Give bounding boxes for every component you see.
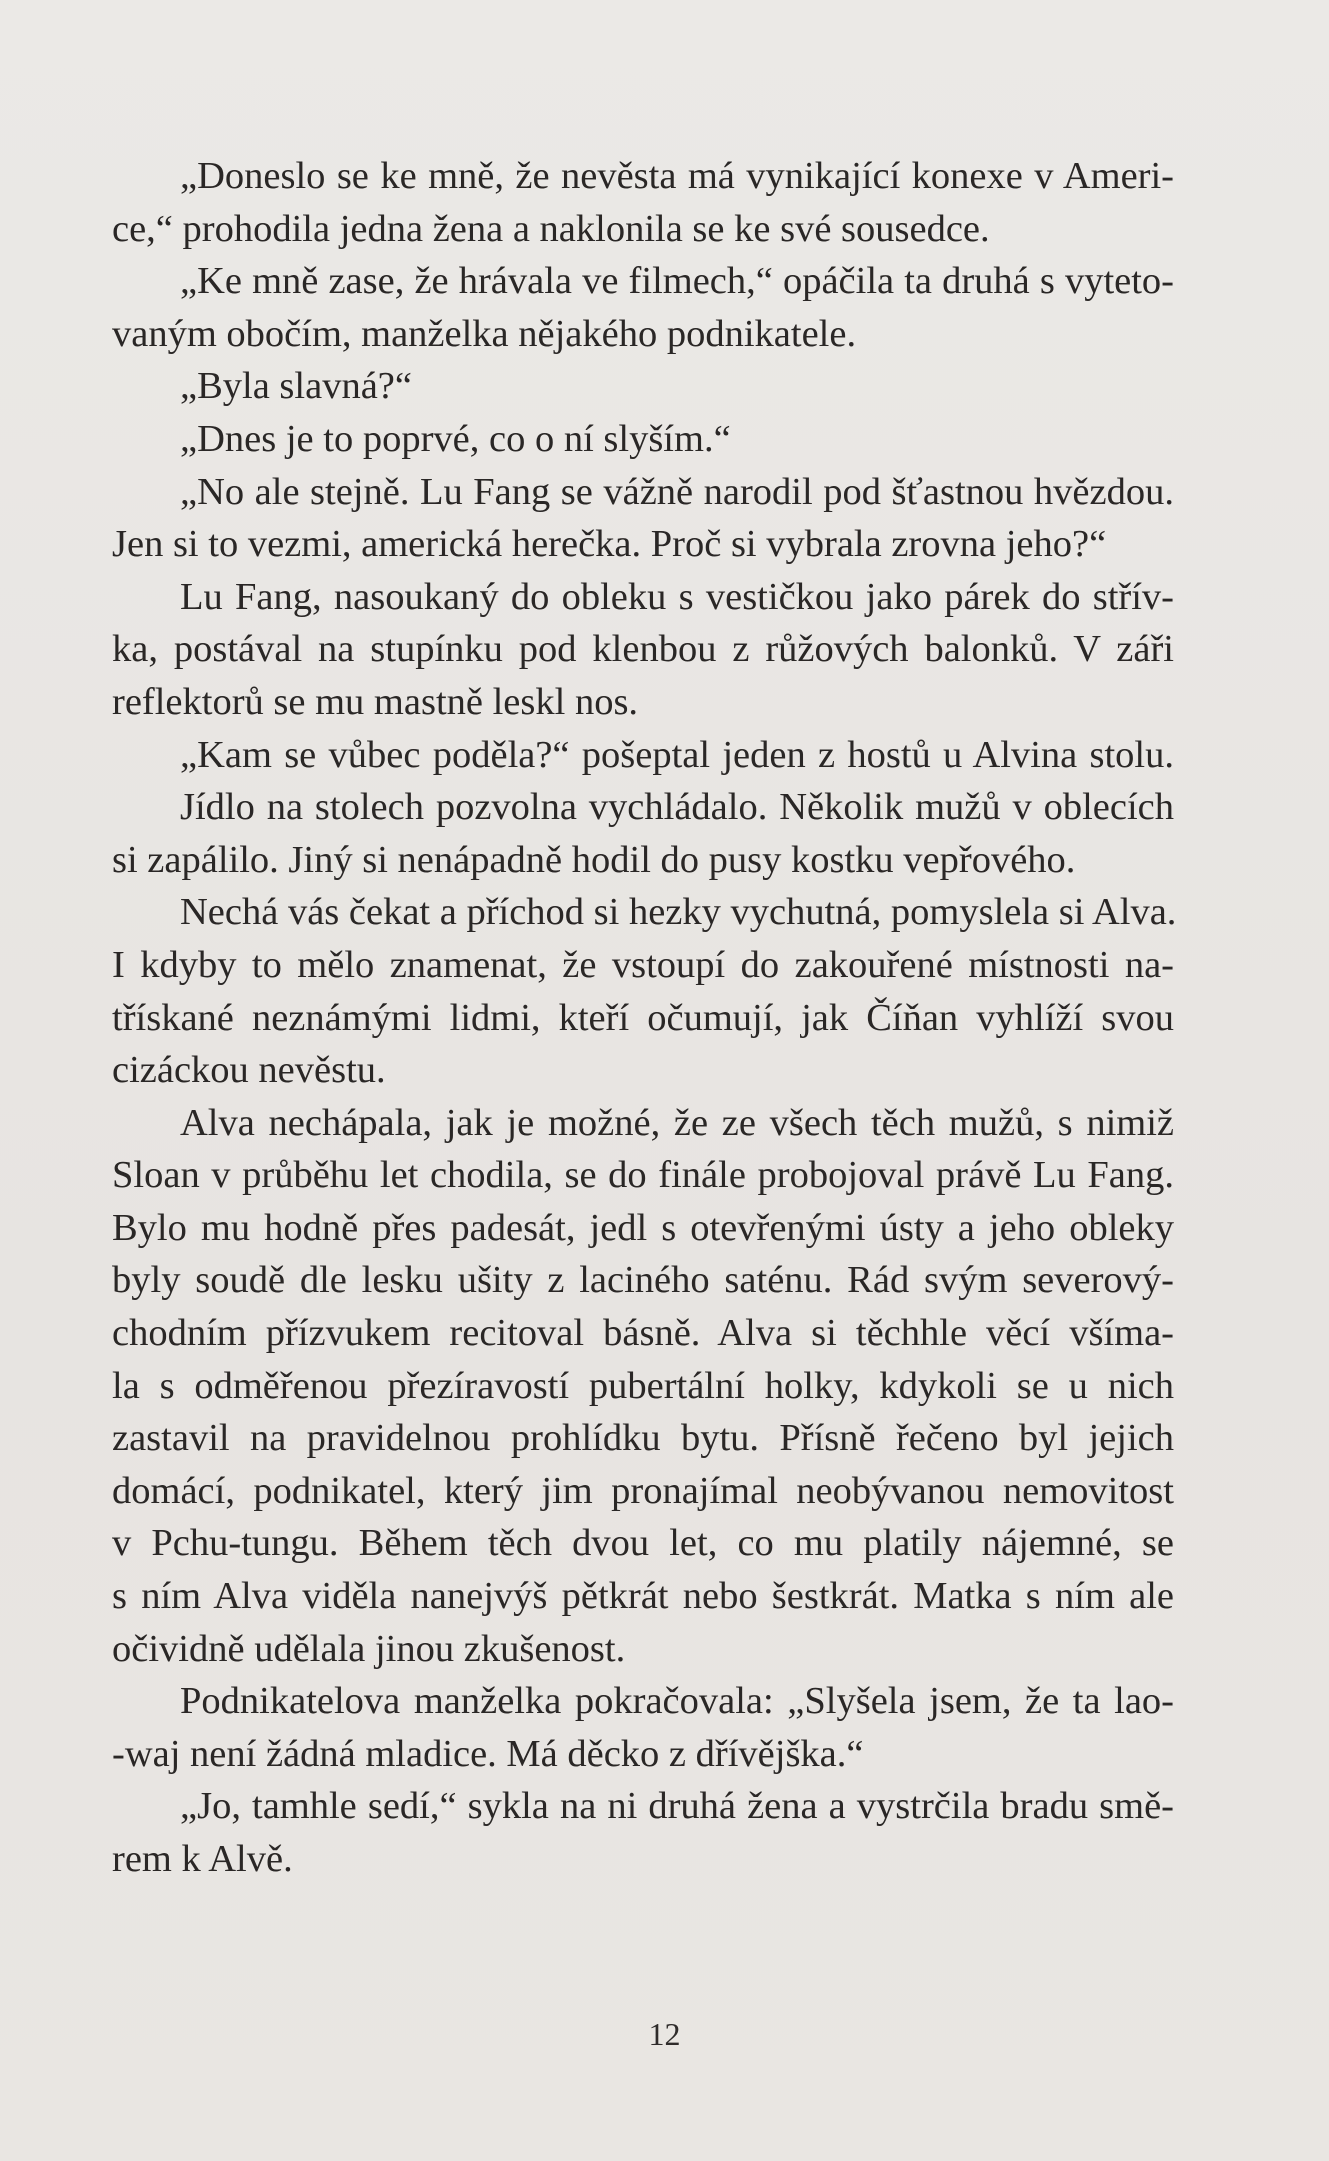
text-line: Bylo mu hodně přes padesát, jedl s otevřenými ústy a jeho obleky [112,1206,1174,1249]
text-line: v Pchu-tungu. Během těch dvou let, co mu platily nájemné, se [112,1522,1174,1565]
text-line: Jídlo na stolech pozvolna vychládalo. Několik mužů v oblecích [180,786,1174,829]
text-line: zastavil na pravidelnou prohlídku bytu. Přísně řečeno byl jejich [112,1417,1174,1460]
text-line: Sloan v průběhu let chodila, se do finále probojoval právě Lu Fang. [112,1154,1174,1197]
text-line: si zapálilo. Jiný si nenápadně hodil do pusy kostku vepřového. [112,838,1076,881]
text-line: -waj není žádná mladice. Má děcko z dřívějška.“ [112,1732,864,1775]
text-line: ce,“ prohodila jedna žena a naklonila se ke své sousedce. [112,207,990,250]
text-line: s ním Alva viděla nanejvýš pětkrát nebo šestkrát. Matka s ním ale [112,1575,1174,1618]
text-line: domácí, podnikatel, který jim pronajímal neobývanou nemovitost [112,1469,1174,1512]
text-line: la s odměřenou přezíravostí pubertální holky, kdykoli se u nich [112,1364,1174,1407]
text-line: Lu Fang, nasoukaný do obleku s vestičkou jako párek do střív- [180,575,1174,618]
text-line: Jen si to vezmi, americká herečka. Proč si vybrala zrovna jeho?“ [112,523,1107,566]
text-line: „Jo, tamhle sedí,“ sykla na ni druhá žena a vystrčila bradu smě- [180,1785,1174,1828]
text-line: „Kam se vůbec poděla?“ pošeptal jeden z hostů u Alvina stolu. [180,733,1174,776]
text-line: „Doneslo se ke mně, že nevěsta má vynikající konexe v Ameri- [180,155,1174,197]
text-line: třískané neznámými lidmi, kteří očumují, jak Číňan vyhlíží svou [112,996,1174,1039]
text-line: „No ale stejně. Lu Fang se vážně narodil pod šťastnou hvězdou. [180,470,1174,513]
text-line: Podnikatelova manželka pokračovala: „Slyšela jsem, že ta lao- [180,1680,1174,1723]
page-number: 12 [648,2016,681,2052]
text-line: ka, postával na stupínku pod klenbou z růžových balonků. V záři [112,628,1174,671]
text-line: „Dnes je to poprvé, co o ní slyším.“ [180,417,731,460]
text-line: reflektorů se mu mastně leskl nos. [112,680,639,723]
text-line: Nechá vás čekat a příchod si hezky vychutná, pomyslela si Alva. [180,891,1177,934]
text-line: vaným obočím, manželka nějakého podnikatele. [112,312,857,355]
text-line: „Ke mně zase, že hrávala ve filmech,“ opáčila ta druhá s vyteto- [180,260,1174,303]
text-line: I kdyby to mělo znamenat, že vstoupí do zakouřené místnosti na- [112,943,1174,986]
text-line: „Byla slavná?“ [180,365,412,408]
text-line: byly soudě dle lesku ušity z laciného saténu. Rád svým severový- [112,1259,1174,1302]
body-text [112,150,1177,1886]
text-line: chodním přízvukem recitoval básně. Alva si těchhle věcí všíma- [112,1312,1174,1355]
text-line: rem k Alvě. [112,1838,293,1880]
text-line: očividně udělala jinou zkušenost. [112,1627,626,1670]
text-line: Alva nechápala, jak je možné, že ze všech těch mužů, s nimiž [180,1101,1174,1144]
text-line: cizáckou nevěstu. [112,1049,386,1092]
